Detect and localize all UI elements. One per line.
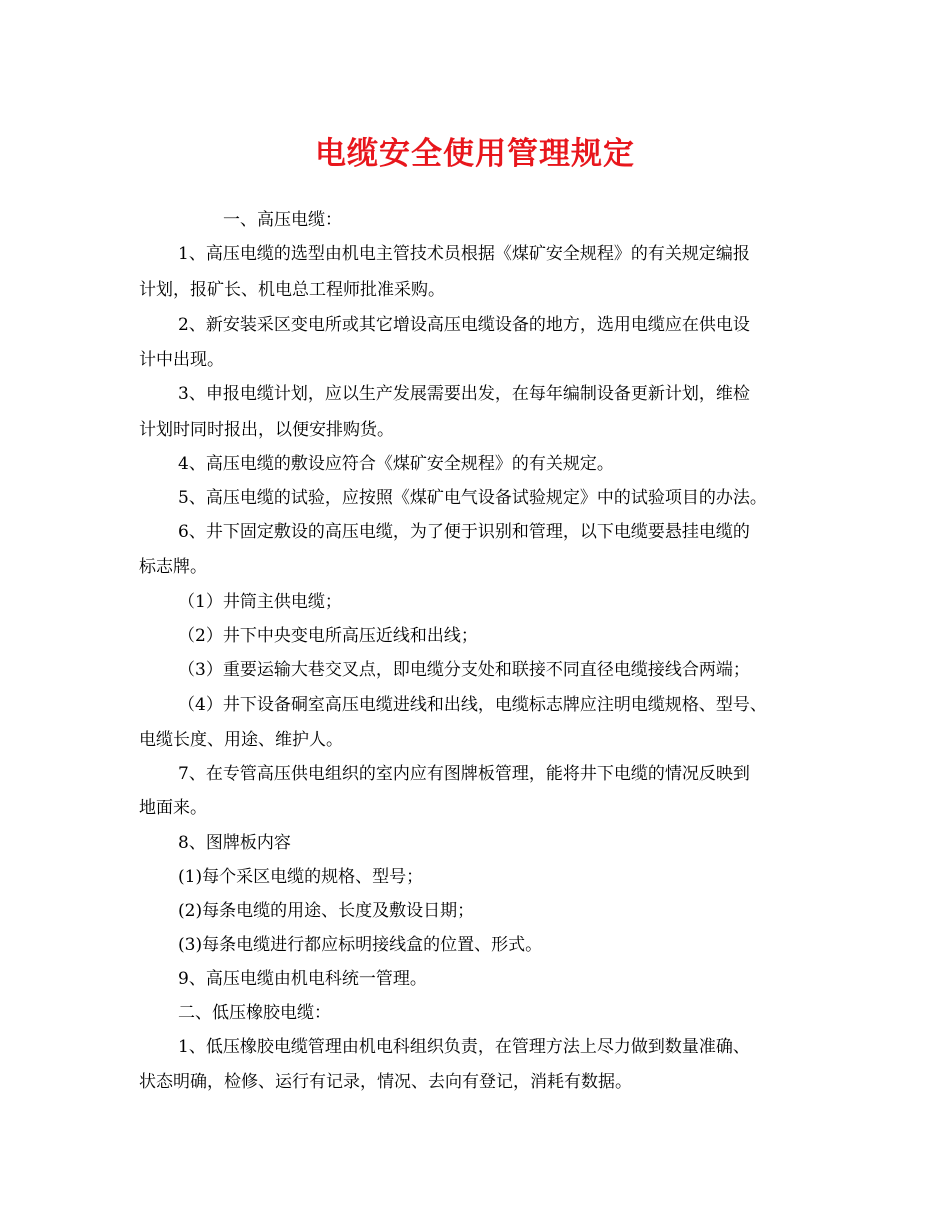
paragraph-line: 计中出现。 <box>139 350 224 370</box>
paragraph-line: 3、申报电缆计划，应以生产发展需要出发，在每年编制设备更新计划，维检 <box>178 384 750 404</box>
list-item: (2)每条电缆的用途、长度及敷设日期； <box>178 901 475 921</box>
paragraph-line: 1、低压橡胶电缆管理由机电科组织负责，在管理方法上尽力做到数量准确、 <box>178 1037 750 1057</box>
list-item: (1)每个采区电缆的规格、型号； <box>178 867 424 887</box>
paragraph-line: 1、高压电缆的选型由机电主管技术员根据《煤矿安全规程》的有关规定编报 <box>178 244 750 264</box>
paragraph-line: 2、新安装采区变电所或其它增设高压电缆设备的地方，选用电缆应在供电设 <box>178 315 750 335</box>
paragraph-line: 8、图牌板内容 <box>178 833 291 853</box>
paragraph-line: 地面来。 <box>139 798 207 818</box>
paragraph-line: 5、高压电缆的试验，应按照《煤矿电气设备试验规定》中的试验项目的办法。 <box>178 488 767 508</box>
paragraph-line: 计划，报矿长、机电总工程师批准采购。 <box>139 280 445 300</box>
paragraph-line: 6、井下固定敷设的高压电缆，为了便于识别和管理，以下电缆要悬挂电缆的 <box>178 522 750 542</box>
list-item: （3）重要运输大巷交叉点，即电缆分支处和联接不同直径电缆接线合两端； <box>178 660 750 680</box>
list-item: （4）井下设备硐室高压电缆进线和出线，电缆标志牌应注明电缆规格、型号、 <box>178 695 767 715</box>
paragraph-line: 标志牌。 <box>139 557 207 577</box>
list-item: （1）井筒主供电缆； <box>178 592 342 612</box>
section-heading-1: 一、高压电缆： <box>223 210 342 230</box>
paragraph-line: 4、高压电缆的敷设应符合《煤矿安全规程》的有关规定。 <box>178 454 614 474</box>
section-heading-2: 二、低压橡胶电缆： <box>178 1003 331 1023</box>
paragraph-line: 状态明确，检修、运行有记录，情况、去向有登记，消耗有数据。 <box>139 1072 632 1092</box>
paragraph-line: 计划时同时报出，以便安排购货。 <box>139 420 394 440</box>
document-title: 电缆安全使用管理规定 <box>315 136 635 172</box>
paragraph-line: 7、在专管高压供电组织的室内应有图牌板管理，能将井下电缆的情况反映到 <box>178 764 750 784</box>
paragraph-line: 9、高压电缆由机电科统一管理。 <box>178 969 427 989</box>
list-item: （2）井下中央变电所高压近线和出线； <box>178 626 478 646</box>
paragraph-line: 电缆长度、用途、维护人。 <box>139 730 343 750</box>
list-item: (3)每条电缆进行都应标明接线盒的位置、形式。 <box>178 935 543 955</box>
